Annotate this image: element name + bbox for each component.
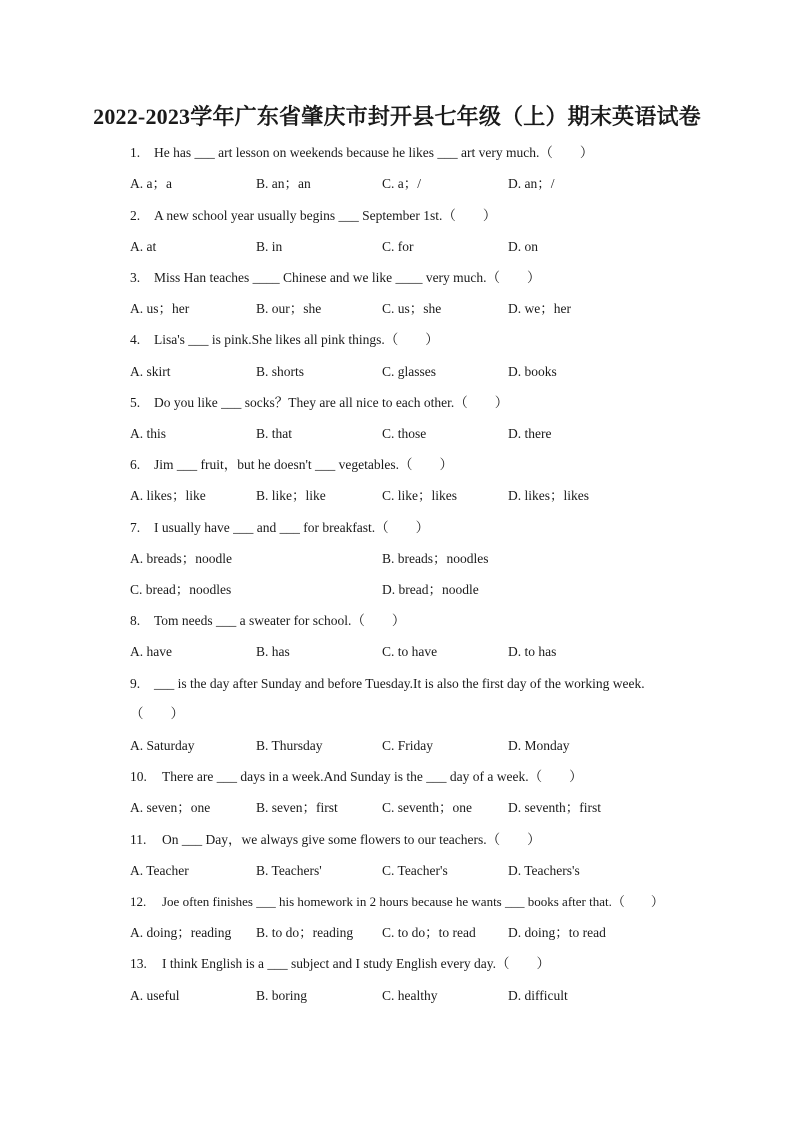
option-b: B. our；she (256, 301, 322, 316)
option-b: B. boring (256, 988, 308, 1003)
option-a: A. doing；reading (130, 925, 232, 940)
question-13 (130, 954, 550, 974)
question-text: A new school year usually begins ___ September 1st.（ ） (154, 208, 497, 223)
question-number: 3. (130, 270, 141, 285)
option-d: D. Monday (508, 738, 570, 753)
question-text: On ___ Day，we always give some flowers to our teachers.（ ） (162, 832, 541, 847)
question-7 (130, 518, 429, 538)
question-text: He has ___ art lesson on weekends because he likes ___ art very much.（ ） (154, 145, 594, 160)
question-1 (130, 143, 593, 163)
option-d: D. an；/ (508, 176, 555, 191)
question-4 (130, 330, 439, 350)
question-number: 9. (130, 676, 141, 691)
question-number: 1. (130, 145, 141, 160)
question-8 (130, 611, 405, 631)
question-text: I usually have ___ and ___ for breakfast.（ ） (154, 520, 430, 535)
option-a: A. have (130, 644, 172, 659)
question-text: ___ is the day after Sunday and before Tuesday.It is also the first day of the working week. (154, 676, 645, 691)
option-b: B. Thursday (256, 738, 323, 753)
option-a: A. breads；noodle (130, 551, 232, 566)
question-text: Do you like ___ socks？They are all nice to each other.（ ） (154, 395, 509, 410)
option-c: C. a；/ (382, 176, 421, 191)
question-9-continuation: （ ） (130, 706, 184, 721)
question-text: I think English is a ___ subject and I study English every day.（ ） (162, 956, 550, 971)
option-d: D. we；her (508, 301, 571, 316)
question-number: 10. (130, 769, 147, 784)
question-2 (130, 206, 496, 226)
question-number: 13. (130, 956, 147, 971)
option-a: A. likes；like (130, 488, 206, 503)
option-c: C. glasses (382, 364, 436, 379)
option-c: C. for (382, 239, 414, 254)
option-c: C. us；she (382, 301, 442, 316)
option-c: C. healthy (382, 988, 438, 1003)
question-text: Tom needs ___ a sweater for school.（ ） (154, 613, 406, 628)
option-b: B. in (256, 239, 283, 254)
option-c: C. those (382, 426, 427, 441)
option-b: B. shorts (256, 364, 305, 379)
option-d: D. Teachers's (508, 863, 580, 878)
option-a: A. Teacher (130, 863, 189, 878)
question-text: Lisa's ___ is pink.She likes all pink things.（ ） (154, 332, 439, 347)
question-number: 12. (130, 894, 147, 909)
question-number: 6. (130, 457, 141, 472)
option-c: C. seventh；one (382, 800, 472, 815)
option-a: A. skirt (130, 364, 171, 379)
option-a: A. Saturday (130, 738, 195, 753)
option-d: D. there (508, 426, 552, 441)
question-text: Jim ___ fruit，but he doesn't ___ vegetables.（ ） (154, 457, 454, 472)
question-12 (130, 892, 664, 912)
option-a: A. this (130, 426, 167, 441)
question-number: 7. (130, 520, 141, 535)
option-c: C. Teacher's (382, 863, 448, 878)
option-d: D. doing；to read (508, 925, 606, 940)
option-b: B. to do；reading (256, 925, 354, 940)
question-3 (130, 268, 541, 288)
question-11 (130, 830, 541, 850)
option-d: D. seventh；first (508, 800, 601, 815)
option-d: D. on (508, 239, 538, 254)
question-number: 4. (130, 332, 141, 347)
option-a: A. us；her (130, 301, 190, 316)
option-b: B. has (256, 644, 290, 659)
question-5 (130, 393, 508, 413)
question-9 (130, 674, 645, 694)
page-title: 2022-2023学年广东省肇庆市封开县七年级（上）期末英语试卷 (93, 104, 701, 129)
question-text: There are ___ days in a week.And Sunday is the ___ day of a week.（ ） (162, 769, 583, 784)
option-c: C. to have (382, 644, 438, 659)
question-text: Joe often finishes ___ his homework in 2 hours because he wants ___ books after that.（ ） (162, 894, 664, 909)
option-c: C. like；likes (382, 488, 457, 503)
option-c: C. to do；to read (382, 925, 476, 940)
option-b: B. Teachers' (256, 863, 322, 878)
question-number: 5. (130, 395, 141, 410)
option-d: D. likes；likes (508, 488, 589, 503)
option-b: B. like；like (256, 488, 326, 503)
option-a: A. a；a (130, 176, 172, 191)
option-c: C. bread；noodles (130, 582, 232, 597)
question-number: 8. (130, 613, 141, 628)
question-number: 11. (130, 832, 147, 847)
option-a: A. at (130, 239, 157, 254)
question-10 (130, 767, 583, 787)
option-b: B. breads；noodles (382, 551, 489, 566)
option-b: B. that (256, 426, 292, 441)
option-d: D. to has (508, 644, 557, 659)
option-d: D. books (508, 364, 557, 379)
option-d: D. bread；noodle (382, 582, 479, 597)
option-b: B. an；an (256, 176, 311, 191)
option-d: D. difficult (508, 988, 568, 1003)
question-text: Miss Han teaches ____ Chinese and we like ____ very much.（ ） (154, 270, 541, 285)
question-number: 2. (130, 208, 141, 223)
option-a: A. seven；one (130, 800, 211, 815)
option-c: C. Friday (382, 738, 434, 753)
question-6 (130, 455, 453, 475)
option-b: B. seven；first (256, 800, 338, 815)
option-a: A. useful (130, 988, 180, 1003)
